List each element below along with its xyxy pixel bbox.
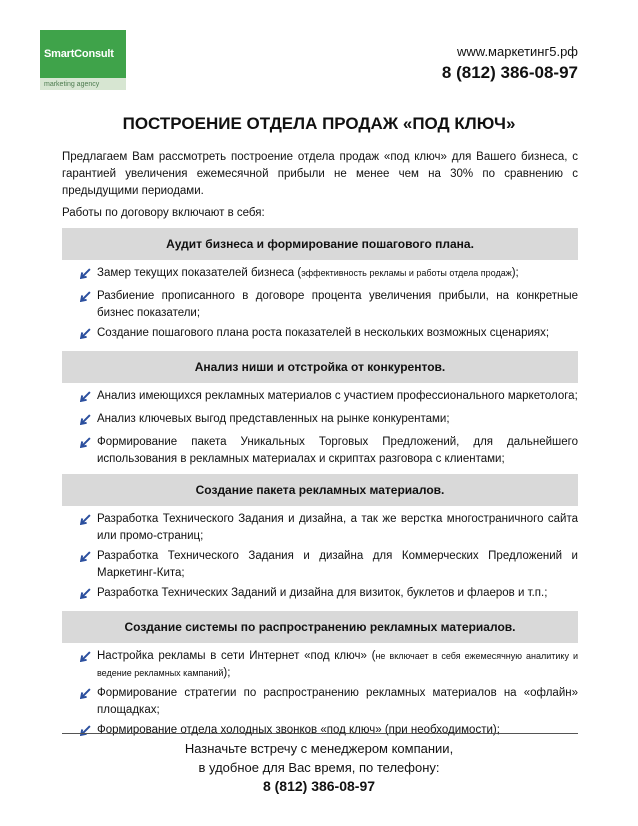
- section-heading: Создание пакета рекламных материалов.: [62, 474, 578, 506]
- logo-tagline-block: [40, 78, 126, 90]
- list-item-main: Анализ ключевых выгод представленных на рынке конкурентами;: [97, 413, 450, 425]
- list-item-text: [97, 434, 578, 468]
- list-item-text: [97, 265, 578, 285]
- page-title: ПОСТРОЕНИЕ ОТДЕЛА ПРОДАЖ «ПОД КЛЮЧ»: [122, 114, 516, 133]
- arrow-bullet-icon: [80, 511, 97, 545]
- list-item-note: не включает в себя ежемесячную аналитику и ведение рекламных кампаний: [97, 651, 578, 678]
- list-item: [80, 434, 578, 468]
- list-item-main: Разработка Технических Заданий и дизайна для визиток, буклетов и флаеров и т.п.;: [97, 587, 548, 599]
- list-item: [80, 411, 578, 431]
- arrow-bullet-icon: [80, 411, 97, 431]
- list-item-note: эффективность рекламы и работы отдела продаж: [301, 268, 512, 278]
- list-item-main: Разработка Технического Задания и дизайна, а так же верстка многостраничного сайта или промо-страниц;: [97, 513, 578, 542]
- list-item-main: Формирование стратегии по распространению рекламных материалов на «офлайн» площадках;: [97, 687, 578, 716]
- section-heading: Создание системы по распространению рекламных материалов.: [62, 611, 578, 643]
- footer-line-1: Назначьте встречу с менеджером компании,: [184, 741, 454, 756]
- arrow-bullet-icon: [80, 685, 97, 719]
- section-item-list: [62, 388, 578, 468]
- list-item-main: Замер текущих показателей бизнеса (: [97, 267, 302, 279]
- logo-name: SmartConsult: [44, 48, 114, 60]
- arrow-bullet-icon: [80, 585, 97, 605]
- arrow-bullet-icon: [80, 388, 97, 408]
- list-item-main: Разработка Технического Задания и дизайна для Коммерческих Предложений и Маркетинг-Кита;: [97, 550, 578, 579]
- arrow-bullet-icon: [80, 288, 97, 322]
- list-item: [80, 325, 578, 345]
- list-item-text: [97, 648, 578, 682]
- list-item: [80, 685, 578, 719]
- list-item-tail: );: [223, 667, 231, 679]
- intro-paragraph: Предлагаем Вам рассмотреть построение отдела продаж «под ключ» для Вашего бизнеса, с гарантией увеличения ежемесячной прибыли не менее чем на 30% по сравнению с предыдущими периодами.: [62, 151, 578, 197]
- list-item-main: Создание пошагового плана роста показателей в нескольких возможных сценариях;: [97, 327, 550, 339]
- arrow-bullet-icon: [80, 548, 97, 582]
- list-item-text: [97, 511, 578, 545]
- list-item: [80, 388, 578, 408]
- section-item-list: [62, 265, 578, 345]
- list-item-text: [97, 325, 578, 345]
- list-item: [80, 288, 578, 322]
- list-item-text: [97, 388, 578, 408]
- footer-line-2: в удобное для Вас время, по телефону:: [198, 760, 440, 775]
- list-item-text: [97, 411, 578, 431]
- list-item: [80, 548, 578, 582]
- list-item-main: Анализ имеющихся рекламных материалов с участием профессионального маркетолога;: [97, 390, 578, 402]
- company-logo: [40, 30, 126, 90]
- list-item-main: Формирование отдела холодных звонков «под ключ» (при необходимости);: [97, 724, 500, 736]
- list-item: [80, 648, 578, 682]
- list-item-text: [97, 685, 578, 719]
- arrow-bullet-icon: [80, 434, 97, 468]
- section-heading: Аудит бизнеса и формирование пошагового плана.: [62, 228, 578, 260]
- sections-container: [62, 228, 578, 742]
- logo-name-block: [40, 30, 126, 78]
- section-item-list: [62, 511, 578, 605]
- logo-tagline: marketing agency: [44, 80, 100, 88]
- list-item: [80, 585, 578, 605]
- arrow-bullet-icon: [80, 265, 97, 285]
- document-body: [62, 149, 578, 745]
- list-item-main: Формирование пакета Уникальных Торговых Предложений, для дальнейшего использования в рекламных материалах и скриптах разговора с клиентами;: [97, 436, 578, 465]
- header-contacts: [442, 44, 578, 83]
- list-item-text: [97, 548, 578, 582]
- arrow-bullet-icon: [80, 325, 97, 345]
- list-item-text: [97, 288, 578, 322]
- list-item-tail: );: [511, 267, 519, 279]
- footer-phone: 8 (812) 386-08-97: [262, 778, 376, 794]
- list-item-text: [97, 585, 578, 605]
- list-item: [80, 511, 578, 545]
- list-item-main: Настройка рекламы в сети Интернет «под ключ» (: [97, 650, 376, 662]
- website-link[interactable]: www.маркетинг5.рф: [457, 44, 578, 59]
- list-item-main: Разбиение прописанного в договоре процента увеличения прибыли, на конкретные бизнес показатели;: [97, 290, 578, 319]
- section-heading: Анализ ниши и отстройка от конкурентов.: [62, 351, 578, 383]
- footer: [0, 739, 638, 796]
- header-phone: 8 (812) 386-08-97: [441, 63, 578, 82]
- lead-paragraph: Работы по договору включают в себя:: [62, 207, 265, 219]
- list-item: [80, 265, 578, 285]
- arrow-bullet-icon: [80, 648, 97, 682]
- footer-divider: [62, 733, 578, 734]
- section-item-list: [62, 648, 578, 742]
